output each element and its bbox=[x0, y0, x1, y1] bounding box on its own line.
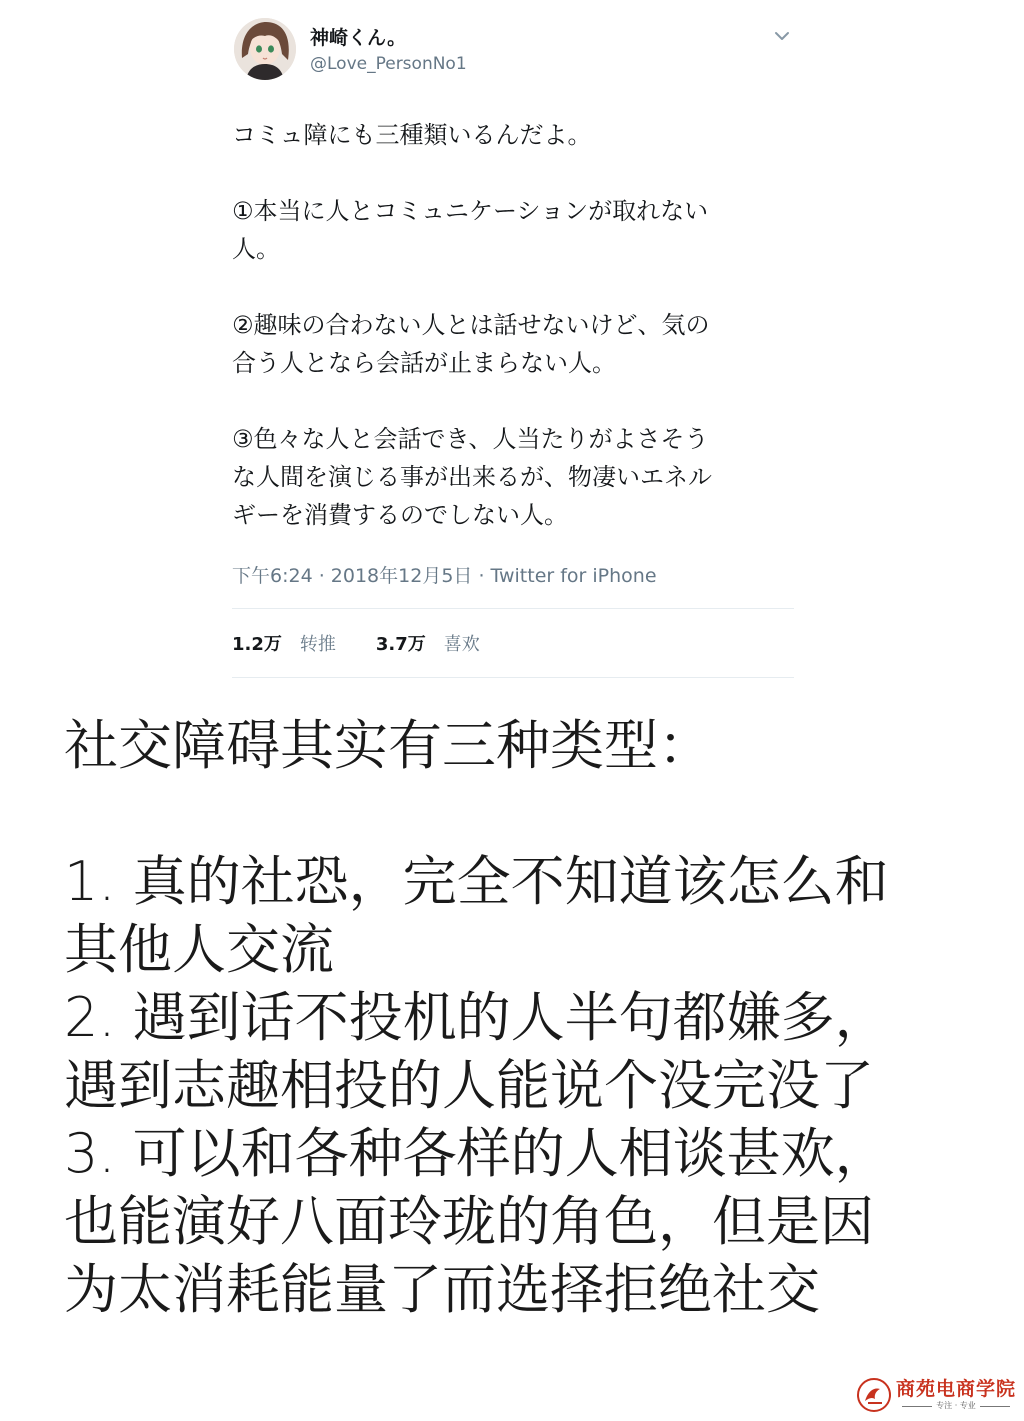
divider bbox=[902, 1406, 932, 1407]
chinese-translation bbox=[64, 712, 994, 1324]
blank-line bbox=[64, 780, 994, 848]
tweet-line: ③色々な人と会話でき、人当たりがよさそう bbox=[232, 425, 709, 453]
retweet-label: 转推 bbox=[299, 634, 336, 655]
tweet-line: な人間を演じる事が出来るが、物凄いエネル bbox=[232, 463, 712, 491]
divider bbox=[980, 1406, 1010, 1407]
translation-heading: 社交障碍其实有三种类型： bbox=[64, 714, 712, 777]
watermark-tagline: 专注 · 专业 bbox=[936, 1401, 976, 1410]
translation-line: 3. 可以和各种各样的人相谈甚欢， bbox=[64, 1122, 889, 1185]
tweet-line: ①本当に人とコミュニケーションが取れない bbox=[232, 197, 709, 225]
watermark-name: 商苑电商学院 bbox=[895, 1378, 1016, 1400]
watermark bbox=[856, 1377, 1016, 1413]
tweet-paragraph bbox=[232, 116, 794, 154]
tweet-timestamp[interactable]: 下午6:24 · 2018年12月5日 · Twitter for iPhone bbox=[232, 565, 657, 587]
translation-line: 也能演好八面玲珑的角色，但是因 bbox=[64, 1190, 874, 1253]
tweet-line: ②趣味の合わない人とは話せないけど、気の bbox=[232, 311, 710, 339]
chevron-down-icon[interactable] bbox=[772, 26, 792, 46]
divider bbox=[232, 677, 794, 678]
user-handle[interactable]: @Love_PersonNo1 bbox=[310, 54, 467, 74]
translation-line: 1. 真的社恐，完全不知道该怎么和 bbox=[64, 850, 889, 913]
tweet-paragraph bbox=[232, 306, 794, 382]
avatar-illustration bbox=[234, 18, 296, 80]
avatar[interactable] bbox=[234, 18, 296, 80]
like-stat[interactable] bbox=[376, 630, 480, 656]
watermark-logo-icon bbox=[856, 1377, 892, 1413]
tweet-paragraph bbox=[232, 420, 794, 534]
translation-line: 其他人交流 bbox=[64, 918, 334, 981]
translation-line: 2. 遇到话不投机的人半句都嫌多， bbox=[64, 986, 889, 1049]
translation-line: 遇到志趣相投的人能说个没完没了 bbox=[64, 1054, 874, 1117]
tweet-line: コミュ障にも三種類いるんだよ。 bbox=[232, 121, 592, 149]
engagement-stats bbox=[232, 609, 794, 677]
tweet-card bbox=[232, 16, 794, 678]
retweet-stat[interactable] bbox=[232, 630, 336, 656]
tweet-line: ギーを消費するのでしない人。 bbox=[232, 501, 568, 529]
author-names bbox=[310, 26, 467, 76]
translation-line: 为太消耗能量了而选择拒绝社交 bbox=[64, 1258, 820, 1321]
tweet-text bbox=[232, 116, 794, 534]
tweet-line: 人。 bbox=[232, 235, 280, 263]
watermark-text bbox=[896, 1378, 1016, 1412]
display-name[interactable]: 神崎くん。 bbox=[310, 27, 407, 49]
tweet-paragraph bbox=[232, 192, 794, 268]
tweet-header bbox=[232, 16, 794, 88]
tweet-line: 合う人となら会話が止まらない人。 bbox=[232, 349, 616, 377]
like-count: 3.7万 bbox=[375, 634, 426, 655]
like-label: 喜欢 bbox=[443, 634, 480, 655]
retweet-count: 1.2万 bbox=[232, 634, 282, 655]
watermark-tagline-row bbox=[898, 1400, 1014, 1412]
